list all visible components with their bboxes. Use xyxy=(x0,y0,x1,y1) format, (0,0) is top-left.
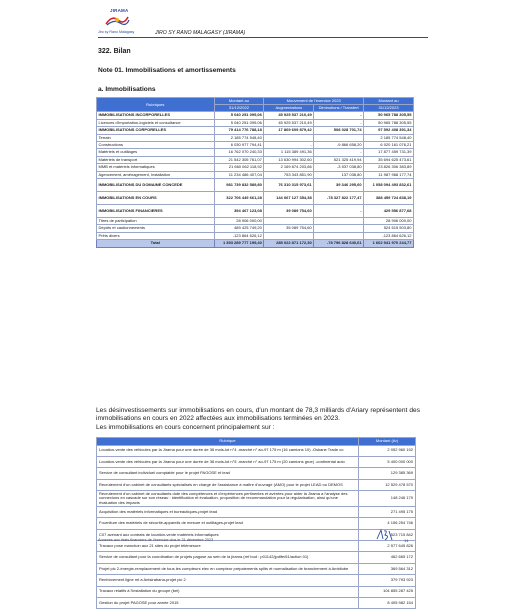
table-row xyxy=(97,479,416,490)
table-row xyxy=(97,552,416,563)
table-row xyxy=(97,456,416,467)
table-row xyxy=(97,518,416,529)
row-value: 5 040 251 095,06 xyxy=(214,112,264,119)
row-value: 50 965 788 305,55 xyxy=(364,112,414,119)
montant-cell: 2 577 645 826 xyxy=(359,541,416,552)
table-row xyxy=(97,149,414,156)
note-title: Note 01. Immobilisations et amortissements xyxy=(98,67,236,74)
row-label: Constructions xyxy=(97,142,215,149)
total-value: -78 796 828 640,61 xyxy=(314,240,364,247)
row-label: Licences d'importation-logiciels et consultance xyxy=(97,119,215,126)
header-montant: Montant (Ar) xyxy=(359,438,416,446)
montant-cell: 2 052 960 192 xyxy=(359,445,416,456)
row-value: - xyxy=(314,112,364,119)
row-value: 394 467 123,08 xyxy=(214,205,264,218)
table-row xyxy=(97,119,414,126)
rubrique-cell: Travaux relatifs à l'installation du groupe (bei) xyxy=(97,586,359,597)
row-value: 137 038,80 xyxy=(314,171,364,178)
montant-cell: 462 665 172 xyxy=(359,552,416,563)
row-value xyxy=(264,134,314,141)
montant-cell: 104 855 287 425 xyxy=(359,586,416,597)
header-date-2023: 31/12/2023 xyxy=(364,105,414,112)
row-value: 21 660 062 118,92 xyxy=(214,164,264,171)
logo-subtitle: Jiro sy Rano Malagasy xyxy=(98,30,135,34)
row-value: 13 630 994 302,60 xyxy=(264,156,314,163)
table-row xyxy=(97,142,414,149)
row-value: 508 028 701,74 xyxy=(314,127,364,134)
total-value: 285 022 871 172,30 xyxy=(264,240,314,247)
row-value: 6 030 977 794,41 xyxy=(214,142,264,149)
row-value: 2 185 774 548,40 xyxy=(214,134,264,141)
row-value: 16 762 070 240,33 xyxy=(214,149,264,156)
header-divider xyxy=(98,37,428,38)
rubrique-cell: Service de consultant individuel comptable pour le projet PAGOSE et lead xyxy=(97,468,359,479)
immobilisations-table xyxy=(96,97,414,248)
row-value xyxy=(314,225,364,232)
company-name: JIRO SY RANO MALAGASY (JIRAMA) xyxy=(155,30,246,36)
row-label: IMMOBILISATIONS FINANCIERES xyxy=(97,205,215,218)
montant-cell: 129 385 369 xyxy=(359,468,416,479)
row-value: 753 343 851,90 xyxy=(264,171,314,178)
paragraph-desinvestissements: Les désinvestissements sur immobilisations en cours, d'un montant de 78,3 milliards d'Ariary représentent des immobilisations en cours en 2022 affectées aux immobilisations terminées en 2023. xyxy=(96,407,420,423)
rubrique-cell: Location-vente des véhicules par la Jirama pour une durée de 36 mois-lot n°4 -marché n° ao-97 175 m (16 camions 10) -Oskane Trade co xyxy=(97,445,359,456)
row-label: Agencement, aménagement, Installation xyxy=(97,171,215,178)
row-value: 388 459 724 838,19 xyxy=(364,192,414,205)
row-value: 50 965 788 305,55 xyxy=(364,119,414,126)
row-label: IMMOBILISATIONS EN COURS xyxy=(97,192,215,205)
table-row xyxy=(97,541,416,552)
table-row xyxy=(97,164,414,171)
row-value: 39 089 754,60 xyxy=(264,205,314,218)
row-value: -123 864 626,12 xyxy=(364,232,414,239)
montant-cell: 369 564 312 xyxy=(359,563,416,574)
total-row xyxy=(97,240,414,247)
montant-cell: 271 495 175 xyxy=(359,506,416,517)
rubrique-cell: C07 avenant aux contrats de location-vente matériels informatiques xyxy=(97,529,359,540)
rubrique-cell: Recrutement d'un cabinet de consultants dote des compétences et d'expériences pertinentes et avérées pour aider la Jirama a l'analyse des connexions en cascade sur son réseau : identification et évaluation, proposition de recommandation pour la régularisation, ainsi qu'une évaluation des impacts xyxy=(97,491,359,507)
row-value: 5 040 251 095,06 xyxy=(214,119,264,126)
table-row xyxy=(97,156,414,163)
table-row xyxy=(97,134,414,141)
initials-signature-icon xyxy=(376,528,394,542)
section-title: 322. Bilan xyxy=(98,48,131,55)
total-value: 1 602 941 970 244,77 xyxy=(364,240,414,247)
row-value: 76 310 315 973,61 xyxy=(264,179,314,192)
montant-cell: 523 715 842 xyxy=(359,529,416,540)
rubrique-cell: Fourniture des matériels de sécurité-appareils de mesure et outillages-projet lead xyxy=(97,518,359,529)
row-value xyxy=(314,232,364,239)
row-label: IMMOBILISATIONS DU DOMAINE CONCEDE xyxy=(97,179,215,192)
row-label: Titres de participation xyxy=(97,218,215,225)
row-value: 144 067 127 354,38 xyxy=(264,192,314,205)
row-label: Terrain xyxy=(97,134,215,141)
montant-cell: 148 246 179 xyxy=(359,491,416,507)
header-diminutions: Diminutions / Transfert xyxy=(314,105,364,112)
row-value: 2 169 874 203,86 xyxy=(264,164,314,171)
row-value xyxy=(264,218,314,225)
table-row xyxy=(97,597,416,608)
row-value: 521 325 419,94 xyxy=(314,156,364,163)
row-value: 35 089 754,60 xyxy=(264,225,314,232)
table-row xyxy=(97,232,414,239)
total-label: Total xyxy=(97,240,215,247)
row-value: 97 592 408 391,34 xyxy=(364,127,414,134)
header-mouvement: Mouvement de l'exercice 2023 xyxy=(264,98,364,105)
montant-cell: 12 529 478 570 xyxy=(359,479,416,490)
table-row xyxy=(97,218,414,225)
row-value: 35 694 625 473,61 xyxy=(364,156,414,163)
row-value: 2 185 774 548,40 xyxy=(364,134,414,141)
table-row xyxy=(97,468,416,479)
row-value: 11 987 968 177,74 xyxy=(364,171,414,178)
row-value: 11 234 486 407,04 xyxy=(214,171,264,178)
table-row xyxy=(97,586,416,597)
rubrique-cell: Recrutement d'un cabinet de consultants spécialisés en charge de l'assistance à maître d'ouvrage (AMO) pour le projet LEAD ou DEMOS xyxy=(97,479,359,490)
row-value: -78 327 822 177,47 xyxy=(314,192,364,205)
row-value: 45 925 537 210,49 xyxy=(264,112,314,119)
row-value: - xyxy=(264,142,314,149)
row-label: Matériels de transport xyxy=(97,156,215,163)
rubrique-cell: Renforcement ligne mt a Antsirabana-projet pic 2 xyxy=(97,575,359,586)
row-value: 6 020 161 076,21 xyxy=(364,142,414,149)
row-value: 524 515 503,80 xyxy=(364,225,414,232)
row-value: 45 925 537 210,49 xyxy=(264,119,314,126)
rubrique-cell: Location-vente des véhicules par la Jirama pour une durée de 36 mois-lot n°5 -marché n° ao-97 175 m (20 camions grue) -continental auto xyxy=(97,456,359,467)
row-value: 28 906 000,00 xyxy=(364,218,414,225)
row-label: Matériels et outillages xyxy=(97,149,215,156)
table-row xyxy=(97,179,414,192)
rubrique-cell: Acquisition des matériels informatiques et bureautiques-projet lead xyxy=(97,506,359,517)
row-label: Dépôts et cautionnements xyxy=(97,225,215,232)
page-number: 14 xyxy=(404,538,409,543)
table-row xyxy=(97,506,416,517)
page-footer: Annexes aux états financiers de l'exercice clos le 31 décembre 2023 xyxy=(98,538,214,542)
montant-cell: 8 405 982 154 xyxy=(359,597,416,608)
row-value xyxy=(264,232,314,239)
row-value: 981 739 832 589,80 xyxy=(214,179,264,192)
row-value: - xyxy=(314,149,364,156)
table-row xyxy=(97,171,414,178)
immobilisations-en-cours-table xyxy=(96,437,416,609)
rubrique-cell: Service de consultant pour la coordination de projets pagose au sein de la jirama (ref bud : p01142/jpdlfe/61/action 01) xyxy=(97,552,359,563)
jirama-logo xyxy=(98,8,138,30)
row-value: 322 706 449 661,28 xyxy=(214,192,264,205)
row-value: -9 866 658,20 xyxy=(314,142,364,149)
row-value: 28 906 000,00 xyxy=(214,218,264,225)
row-value: -123 864 626,12 xyxy=(214,232,264,239)
montant-cell: 4 156 254 746 xyxy=(359,518,416,529)
row-value: 1 058 094 493 832,61 xyxy=(364,179,414,192)
table-row xyxy=(97,127,414,134)
table-row xyxy=(97,491,416,507)
rubrique-cell: Gestion du projet PAGOSE pour année 2015 xyxy=(97,597,359,608)
table-row xyxy=(97,563,416,574)
header-augmentations: Augmentations xyxy=(264,105,314,112)
row-value: 429 556 877,68 xyxy=(364,205,414,218)
rubrique-cell: Travaux pose manchon aux 21 sites du projet télémesure xyxy=(97,541,359,552)
row-value: 17 869 609 879,42 xyxy=(264,127,314,134)
header-montant-au: Montant au xyxy=(214,98,264,105)
table-row xyxy=(97,205,414,218)
header-montant-fin: Montant au xyxy=(364,98,414,105)
table-row xyxy=(97,112,414,119)
header-date-2022: 31/12/2022 xyxy=(214,105,264,112)
row-label: Prêts divers xyxy=(97,232,215,239)
row-value: 17 877 459 731,39 xyxy=(364,149,414,156)
row-value: 79 414 776 788,18 xyxy=(214,127,264,134)
row-label: IMMOBILISATIONS INCORPORELLES xyxy=(97,112,215,119)
row-value: 39 346 295,60 xyxy=(314,179,364,192)
total-value: 1 393 289 777 199,40 xyxy=(214,240,264,247)
table-row xyxy=(97,192,414,205)
montant-cell: 379 793 923 xyxy=(359,575,416,586)
montant-cell: 5 400 000 000 xyxy=(359,456,416,467)
row-value: - xyxy=(314,205,364,218)
table-row xyxy=(97,225,414,232)
row-value xyxy=(314,134,364,141)
rubrique-cell: Projet pic 2-énergie-remplacement de tous les compteurs elec en compteur prépaiements splits et normalisation de branchement à Ambilobe xyxy=(97,563,359,574)
logo-swirl-icon xyxy=(104,13,130,27)
table-row xyxy=(97,445,416,456)
row-label: IMMOBILISATIONS CORPORELLES xyxy=(97,127,215,134)
header-rubrique: Rubrique xyxy=(97,438,359,446)
table-row xyxy=(97,575,416,586)
header-rubriques: Rubriques xyxy=(97,98,215,112)
row-value: -3 537 038,80 xyxy=(314,164,364,171)
paragraph-intro-list: Les immobilisations en cours concernent principalement sur : xyxy=(96,424,275,431)
row-value: 21 542 305 761,07 xyxy=(214,156,264,163)
row-value: - xyxy=(314,119,364,126)
subsection-title: a. Immobilisations xyxy=(98,86,156,93)
row-value: 1 115 389 491,36 xyxy=(264,149,314,156)
row-label: MMB et matériels informatiques xyxy=(97,164,215,171)
logo-brand: JIRAMA xyxy=(110,8,129,13)
row-value: 23 826 306 383,89 xyxy=(364,164,414,171)
row-value xyxy=(314,218,364,225)
row-value: 489 425 749,20 xyxy=(214,225,264,232)
